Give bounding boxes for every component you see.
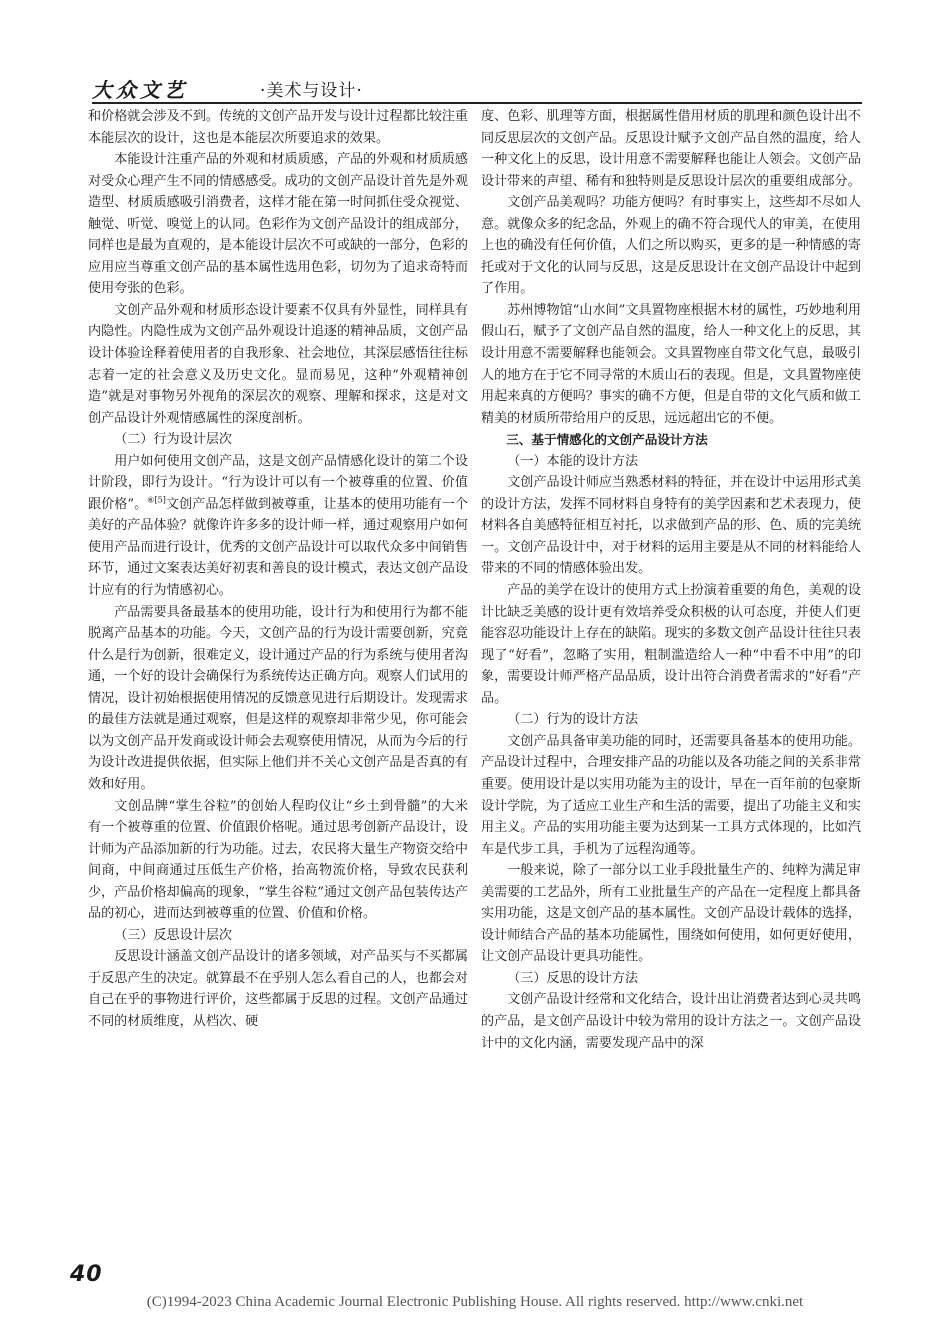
paragraph-text: 产品需要具备最基本的使用功能，设计行为和使用行为都不能脱离产品基本的功能。今天，文创产品的行为设计需要创新，究竟什么是行为创新，很难定义，设计通过产品的行为系统与使用者沟通，一个好的设计会确保行为系统传达正确方向。观察人们试用的情况，设计初始根据使用情况的反馈意见进行后期设计。发现需求的最佳方法就是通过观察，但是这样的观察却非常少见，你可能会以为文创产品开发商或设计师会去观察使用情况，从而为今后的行为设计改进提供依据，但实际上他们并不关心文创产品是否真的有效和好用。 — [88, 604, 468, 792]
page-header — [92, 72, 862, 102]
header-rule — [92, 102, 862, 104]
section-heading — [481, 429, 861, 451]
subsection-heading — [481, 451, 861, 473]
paragraph-text: 三、基于情感化的文创产品设计方法 — [506, 432, 708, 448]
paragraph-text: 文创产品外观和材质形态设计要素不仅具有外显性，同样具有内隐性。内隐性成为文创产品外观设计追逐的精神品质，文创产品设计体验诠释着使用者的自我形象、社会地位，其深层感悟往往标志着一定的社会意义及历史文化。显而易见，这种“外观精神创造”就是对事物另外视角的深层次的观察、理解和探求，这是对文创产品设计外观情感属性的深度剖析。 — [88, 302, 468, 426]
subsection-heading — [481, 709, 861, 731]
paragraph-text: 苏州博物馆“山水间”文具置物座根据木材的属性，巧妙地利用假山石，赋予了文创产品自然的温度，给人一种文化上的反思，其设计用意不需要解释也能领会。文具置物座自带文化气息，最吸引人的地方在于它不同寻常的木质山石的表现。但是，文具置物座使用起来真的方便吗？事实的确不方便，但是自带的文化气质和做工精美的材质所带给用户的反思，远远超出它的不便。 — [481, 302, 862, 426]
paragraph-text: 文创产品设计经常和文化结合，设计出让消费者达到心灵共鸣的产品，是文创产品设计中较为常用的设计方法之一。文创产品设计中的文化内涵，需要发现产品中的深 — [481, 992, 861, 1051]
paragraph-text: （三）反思的设计方法 — [507, 970, 639, 986]
paragraph-text: 度、色彩、肌理等方面，根据属性借用材质的肌理和颜色设计出不同反思层次的文创产品。反思设计赋予文创产品自然的温度，给人一种文化上的反思，设计用意不需要解释也能让人领会。文创产品设计带来的声望、稀有和独特则是反思设计层次的重要组成部分。 — [481, 109, 861, 189]
paragraph — [88, 451, 468, 602]
paragraph-text: 文创品牌“掌生谷粒”的创始人程昀仪让“乡土到骨髓”的大米有一个被尊重的位置、价值跟价格呢。通过思考创新产品设计，设计师为产品添加新的行为功能。过去，农民将大量生产物资交给中间商，中间商通过压低生产价格，抬高物流价格，导致农民获利少，产品价格却偏高的现象，“掌生谷粒”通过文创产品包装传达产品的初心，进而达到被尊重的位置、价值和价格。 — [88, 798, 469, 922]
subsection-heading — [88, 429, 468, 451]
paragraph-text: 文创产品具备审美功能的同时，还需要具备基本的使用功能。产品设计过程中，合理安排产品的功能以及各功能之间的关系非常重要。使用设计是以实用功能为主的设计，早在一百年前的包豪斯设计学院，为了适应工业生产和生活的需要，提出了功能主义和实用主义。产品的实用功能主要为达到某一工具方式体现的，比如汽车是代步工具，手机为了远程沟通等。 — [481, 733, 861, 857]
paragraph — [481, 192, 861, 300]
paragraph-text: 文创产品设计师应当熟悉材料的特征，并在设计中运用形式美的设计方法，发挥不同材料自身特有的美学因素和艺术表现力，使材料各自美感特征相互衬托，以求做到产品的形、色、质的完美统一。文创产品设计中，对于材料的运用主要是从不同的材料能给人带来的不同的情感体验出发。 — [481, 475, 861, 577]
magazine-title: 大众文艺 — [92, 78, 188, 102]
paragraph — [88, 149, 468, 300]
paragraph-text: 产品的美学在设计的使用方式上扮演着重要的角色，美观的设计比缺乏美感的设计更有效培养受众积极的认可态度，并使人们更能容忍功能设计上存在的缺陷。现实的多数文创产品设计往往只表现了“好看”，忽略了实用，粗制滥造给人一种“中看不中用”的印象，需要设计师严格产品品质，设计出符合消费者需求的“好看”产品。 — [481, 583, 862, 706]
paragraph-text: 和价格就会涉及不到。传统的文创产品开发与设计过程都比较注重本能层次的设计，这也是本能层次所要追求的效果。 — [88, 109, 468, 146]
paragraph-text: 文创产品美观吗？功能方便吗？有时事实上，这些却不尽如人意。就像众多的纪念品，外观上的确不符合现代人的审美，在使用上也的确没有任何价值，人们之所以购买，更多的是一种情感的寄托或对于文化的认同与反思，这是反思设计在文创产品设计中起到了作用。 — [481, 195, 861, 297]
paragraph — [88, 602, 468, 796]
paragraph — [481, 300, 861, 429]
paragraph — [88, 796, 468, 925]
paragraph-text: 一般来说，除了一部分以工业手段批量生产的、纯粹为满足审美需要的工艺品外，所有工业批量生产的产品在一定程度上都具备实用功能，这是文创产品的基本属性。文创产品设计载体的选择，设计师结合产品的基本功能属性，围绕如何使用，如何更好使用，让文创产品设计更具功能性。 — [481, 863, 861, 965]
paragraph-text: 本能设计注重产品的外观和材质质感，产品的外观和材质质感对受众心理产生不同的情感感受。成功的文创产品设计首先是外观造型、材质质感吸引消费者，这样才能在第一时间抓住受众视觉、触觉、听觉、嗅觉上的认同。色彩作为文创产品设计的组成部分，同样也是最为直观的，是本能设计层次不可或缺的一部分，色彩的应用应当尊重文创产品的基本属性选用色彩，切勿为了追求奇特而使用夸张的色彩。 — [88, 152, 468, 297]
page-number: 40 — [70, 1262, 103, 1287]
citation-marker: ⑥[5] — [147, 495, 166, 505]
paragraph — [88, 300, 468, 429]
paragraph — [481, 472, 861, 580]
section-title: ·美术与设计· — [260, 81, 363, 101]
paragraph — [88, 106, 468, 149]
paragraph — [481, 106, 861, 192]
paragraph — [481, 580, 861, 709]
paragraph — [481, 731, 861, 860]
paragraph-text: （二）行为的设计方法 — [507, 712, 639, 728]
paragraph — [88, 946, 468, 1032]
subsection-heading — [88, 925, 468, 947]
left-column — [88, 106, 468, 1033]
paragraph-text: （三）反思设计层次 — [114, 927, 233, 943]
paragraph-text: 文创产品怎样做到被尊重，让基本的使用功能有一个美好的产品体验？就像许许多多的设计师一样，通过观察用户如何使用产品而进行设计，优秀的文创产品设计可以取代众多中间销售环节，通过文案表达美好初衷和善良的设计模式，表达文创产品设计应有的行为情感初心。 — [88, 496, 469, 599]
paragraph-text: 用户如何使用文创产品，这是文创产品情感化设计的第二个设计阶段，即行为设计。“行为设计可以有一个被尊重的位置、价值跟价格”。 — [88, 453, 468, 512]
paragraph-text: （二）行为设计层次 — [114, 432, 233, 448]
paragraph — [481, 860, 861, 968]
paragraph-text: 反思设计涵盖文创产品设计的诸多领域，对产品买与不买都属于反思产生的决定。就算最不在乎别人怎么看自己的人，也都会对自己在乎的事物进行评价，这些都属于反思的过程。文创产品通过不同的材质维度，从档次、硬 — [88, 949, 468, 1029]
paragraph — [481, 989, 861, 1054]
right-column — [481, 106, 861, 1054]
copyright-footer: (C)1994-2023 China Academic Journal Electronic Publishing House. All rights reserved. http://www.cnki.net — [146, 1294, 804, 1310]
subsection-heading — [481, 968, 861, 990]
paragraph-text: （一）本能的设计方法 — [507, 453, 639, 469]
